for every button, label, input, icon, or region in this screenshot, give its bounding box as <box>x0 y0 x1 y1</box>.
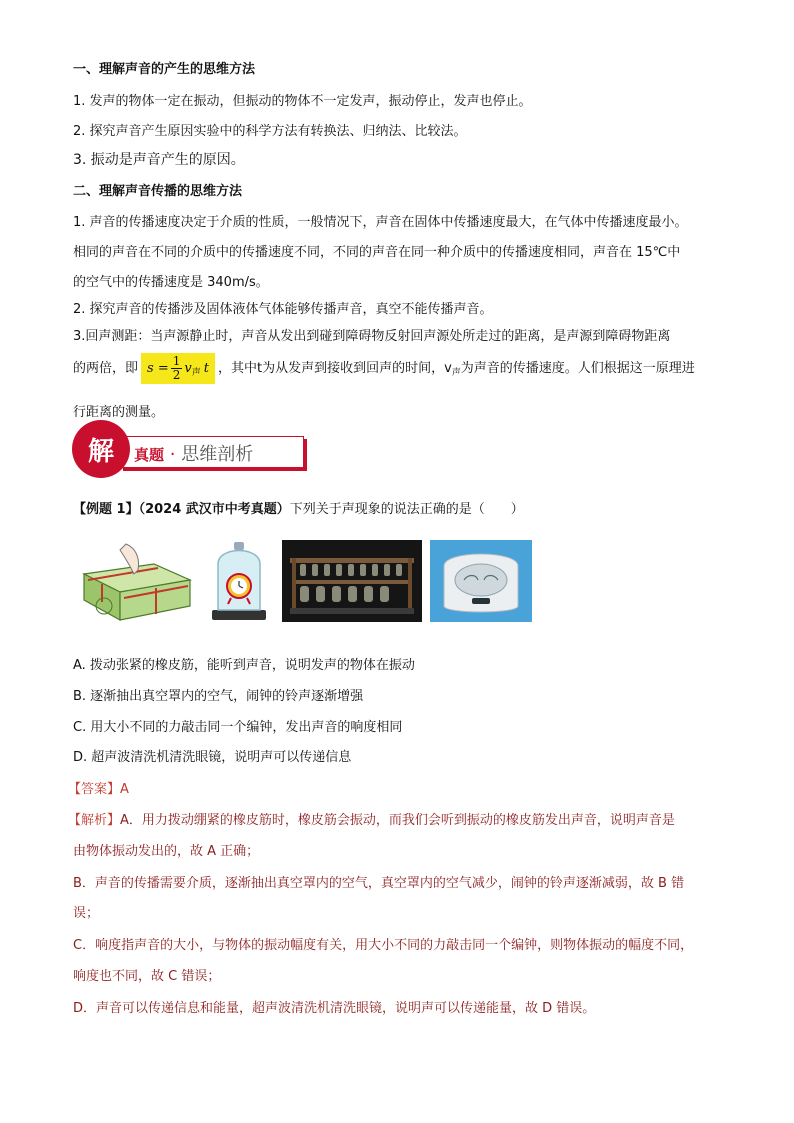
formula-fraction <box>171 355 183 382</box>
section2-point-2: 2. 探究声音的传播涉及固体液体气体能够传播声音，真空不能传播声音。 <box>73 302 493 317</box>
analysis-line-2: 由物体振动发出的，故 A 正确； <box>73 844 260 859</box>
section1-point-1: 1. 发声的物体一定在振动，但振动的物体不一定发声，振动停止，发声也停止。 <box>73 94 532 109</box>
formula-velocity: v <box>184 361 192 376</box>
section1-heading: 一、理解声音的产生的思维方法 <box>73 62 256 77</box>
banner-title-part1: 真题 <box>134 446 165 464</box>
analysis-line-4: 误； <box>73 906 100 921</box>
answer-label: 【答案】 <box>68 782 121 797</box>
echo-formula <box>141 353 215 384</box>
formula-time: t <box>203 361 209 376</box>
formula-lhs: s = <box>147 361 169 376</box>
formula-velocity-subscript: 声 <box>191 368 201 378</box>
example-question-text: 下列关于声现象的说法正确的是（ ） <box>289 502 524 517</box>
answer-line <box>68 778 129 797</box>
section2-point-3-line2 <box>73 350 695 392</box>
analysis-line-1 <box>68 809 675 828</box>
formula-explanation-end: 为声音的传播速度。人们根据这一原理进 <box>460 361 695 376</box>
bell-jar-alarm-clock-illustration <box>204 540 274 622</box>
fraction-denominator: 2 <box>172 368 181 382</box>
section1-point-2: 2. 探究声音产生原因实验中的科学方法有转换法、归纳法、比较法。 <box>73 124 467 139</box>
analysis-text-1: A．用力拨动绷紧的橡皮筋时，橡皮筋会振动，而我们会听到振动的橡皮筋发出声音，说明声音是 <box>120 813 675 828</box>
banner-title-dot: · <box>169 444 176 465</box>
answer-value: A <box>120 782 129 797</box>
section1-point-3: 3. 振动是声音产生的原因。 <box>73 152 245 168</box>
example-label: 【例题 1】 <box>73 502 139 517</box>
rubber-band-box-illustration <box>80 540 194 622</box>
option-b: B. 逐渐抽出真空罩内的空气，闹钟的铃声逐渐增强 <box>73 689 364 704</box>
analysis-line-7: D．声音可以传递信息和能量，超声波清洗机清洗眼镜，说明声可以传递能量，故 D 错误。 <box>73 1001 596 1016</box>
example-question <box>73 498 524 517</box>
section2-point-1-line3: 的空气中的传播速度是 340m/s。 <box>73 275 269 290</box>
fraction-numerator: 1 <box>172 353 181 368</box>
analysis-line-6: 响度也不同，故 C 错误； <box>73 969 221 984</box>
analysis-label: 【解析】 <box>68 813 121 828</box>
banner-title-part2: 思维剖析 <box>181 444 254 465</box>
chime-bells-photo <box>282 540 422 622</box>
section2-heading: 二、理解声音传播的思维方法 <box>73 184 243 199</box>
section2-point-3-line3: 行距离的测量。 <box>73 405 165 420</box>
ultrasonic-cleaner-photo <box>430 540 532 622</box>
option-a: A. 拨动张紧的橡皮筋，能听到声音，说明发声的物体在振动 <box>73 658 415 673</box>
banner-badge: 解 <box>72 420 130 478</box>
option-d: D. 超声波清洗机清洗眼镜，说明声可以传递信息 <box>73 750 352 765</box>
formula-prefix-text: 的两倍，即 <box>73 361 139 376</box>
section2-point-3-line1: 3.回声测距：当声源静止时，声音从发出到碰到障碍物反射回声源处所走过的距离，是声源到障碍物距离 <box>73 329 671 344</box>
velocity-subscript-inline: 声 <box>451 368 461 378</box>
example-source: （2024 武汉市中考真题） <box>138 502 290 517</box>
section-banner <box>72 420 312 482</box>
analysis-line-3: B．声音的传播需要介质，逐渐抽出真空罩内的空气，真空罩内的空气减少，闹钟的铃声逐渐减弱，故 B 错 <box>73 876 685 891</box>
banner-title <box>134 440 253 466</box>
section2-point-1-line1: 1. 声音的传播速度决定于介质的性质，一般情况下，声音在固体中传播速度最大，在气体中传播速度最小。 <box>73 215 688 230</box>
formula-explanation-text: ，其中t为从发声到接收到回声的时间，v <box>217 361 452 376</box>
analysis-line-5: C．响度指声音的大小，与物体的振动幅度有关，用大小不同的力敲击同一个编钟，则物体振动的幅度不同， <box>73 938 694 953</box>
section2-point-1-line2: 相同的声音在不同的介质中的传播速度不同，不同的声音在同一种介质中的传播速度相同，声音在 15℃中 <box>73 245 681 260</box>
option-c: C. 用大小不同的力敲击同一个编钟，发出声音的响度相同 <box>73 720 403 735</box>
